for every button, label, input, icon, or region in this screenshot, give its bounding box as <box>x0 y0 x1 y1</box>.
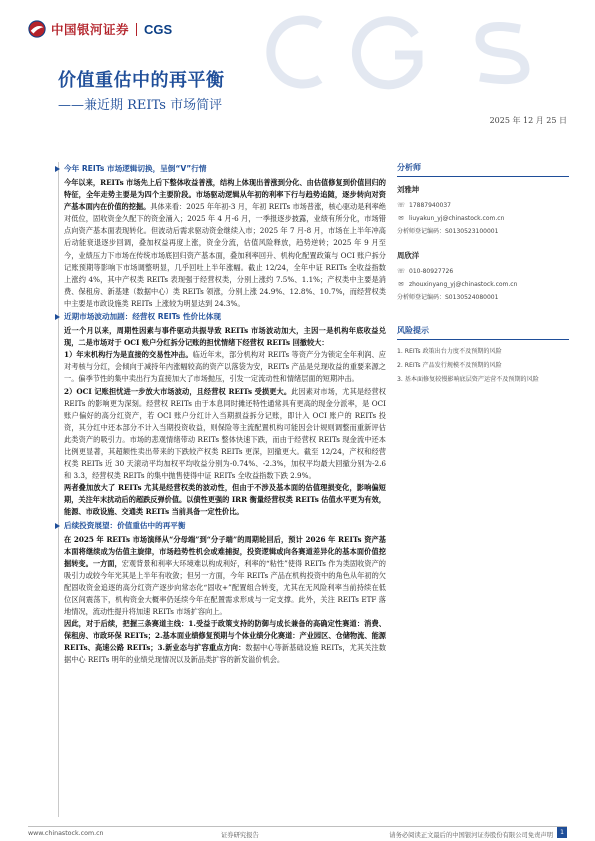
report-subtitle: ——兼近期 REITs 市场简评 <box>58 98 223 113</box>
triangle-bullet-icon <box>55 523 60 529</box>
risk-item: 2. REITs 产品发行规模不及预期的风险 <box>397 362 502 369</box>
mail-icon: ✉ <box>398 280 404 288</box>
analyst-card <box>397 184 569 238</box>
report-date: 2025 年 12 月 25 日 <box>489 116 567 125</box>
analyst-reg: 分析师登记编码：S0130523100001 <box>397 228 499 235</box>
key-point: 两者叠加放大了 REITs 尤其是经营权类的波动性，但由于不涉及基本面的估值理损变化，影响偏短期，关注年末扰动后的超跌反弹价值。以债性更强的 IRR 衡量经营权类 REITs 估值水平更为有效，能源、市政设施、交通类 REITs 当前具备一定性价比。 <box>64 483 386 517</box>
paragraph <box>64 482 386 518</box>
paragraph: 1）年末机构行为是直接的交易性冲击。临近年末，部分机构对 REITs 等资产分为锁定全年利润、应对考核与分红，会倾向于减持年内涨幅较高的资产以落袋为安，REITs 产品是兑现收益的重要来源之一。偏季节性的集中卖出行为直接加大了市场抛压，引发一定流动性和情绪层面的短期冲击。 <box>64 350 386 384</box>
left-rule <box>58 162 59 817</box>
brand-logo <box>28 20 172 38</box>
page-number: 1 <box>557 827 567 838</box>
key-point: 1）年末机构行为是直接的交易性冲击。 <box>64 350 193 360</box>
paragraph: 今年以来，REITs 市场先上后下整体收益普涨，结构上体现出普涨到分化、由估值修复到价值回归的特征，全年走势主要是为四个主要阶段。市场驱动逻辑从年初的利率下行与趋势追随，逐步转向对资产基本面内在价值的挖掘。具体来看：2025 年年初-3 月，年初 REITs 市场普涨，核心驱动是利率绝对低位，固收资金久配下的资金涌入；2025 年 4 月-6 月，一季报逐步披露，业绩有所分化，市场错点向资产基本面表现转化。但波动后需求驱动资金继续入市；2025 年 7 月-8 月，市场在上半年冲高后动能衰退逐步回调，叠加权益再度上涨，资金分流，估值风险释放，趋势逆转；2025 年 9 月至今，业绩压力下市场在传统市场底回归资产基本面，叠加利率回升、机构化配置政策与 OCI 账户拆分记账预期等影响下市场调整明显，几乎回吐上半年涨幅。截止 12/24，全年中证 REITs 全收益指数上涨约 4%，其中产权类 REITs 表现强于经营权类，分别上涨约 7.5%、1.1%；产权类中主要是消费、保租房、新基建（数据中心）类 REITs 领涨，分别上涨 24.9%、12.8%、10.7%，而经营权类中主要是市政设施类 REITs 上涨较为明显达到 24.3%。 <box>64 178 386 308</box>
main-body <box>64 162 386 667</box>
report-title: 价值重估中的再平衡 <box>58 70 225 91</box>
cgs-logo-icon <box>28 20 46 38</box>
section-heading: 后续投资展望：价值重估中的再平衡 <box>64 520 386 532</box>
analyst-email[interactable]: ✉ liuyakun_yj@chinastock.com.cn <box>397 212 569 225</box>
section-heading: 近期市场波动加剧：经营权 REITs 性价比体现 <box>64 311 386 323</box>
brand-name-en: CGS <box>144 21 173 37</box>
key-point: 2）OCI 记账担忧进一步放大市场波动，且经营权 REITs 受损更大。 <box>64 386 292 396</box>
triangle-bullet-icon <box>55 166 60 172</box>
risk-heading: 风险提示 <box>397 325 569 340</box>
sidebar <box>397 162 569 389</box>
analyst-name: 周欣洋 <box>397 251 420 260</box>
brand-name-cn: 中国银河证券 <box>51 22 130 37</box>
section-heading: 今年 REITs 市场逻辑切换，呈倒“V”行情 <box>64 163 386 175</box>
footer-website-link[interactable]: www.chinastock.com.cn <box>28 830 104 837</box>
paragraph: 2）OCI 记账担忧进一步放大市场波动，且经营权 REITs 受损更大。此因素对市场，尤其是经营权 REITs 的影响更为深刻。经营权 REITs 由于本息同时摊还特性通常具有更高的现金分派率，是 OCI 账户偏好的高分红资产，若 OCI 账户分红计入当期损益拆分记账，即计入 OCI 账户的 REITs 投资，其分红中还本部分不计入当期投资收益，则保险等主流配置机构可能因会计规则调整而重新评估此类资产的吸引力。市场的悲观情绪带动 REITs 整体快速下跌，而由于经营权 REITs 现金流中还本比例更显著，其超额性卖出带来的下跌较产权类 REITs 更深，回撤更大。截至 12/24，产权和经营权类 REITs 近 30 天滚动平均加权平均收益分别为-0.74%、-2.3%，加权平均最大回撤分别为-2.6 和 3.3，经营权类 REITs 的集中抛售使得中证 REITs 全收益指数下跌 2.9%。 <box>64 386 386 481</box>
key-point: 在 2025 年 REITs 市场演绎从“分母端”到“分子端”的周期轮回后，预计 2026 年 REITs 资产基本面将继续成为估值主旋律，市场趋势性机会或难捕捉，投资逻辑或向各赛道差异化的基本面价值挖掘转变。一方面， <box>64 534 386 568</box>
analysts-heading: 分析师 <box>397 162 569 177</box>
footer-disclaimer: 请务必阅读正文最后的中国银河证券股份有限公司免责声明 <box>389 832 553 839</box>
analyst-phone: ☏ 17887940037 <box>397 199 569 212</box>
analyst-card <box>397 250 569 304</box>
risk-item: 1. REITs 政策出台力度不及预期的风险 <box>397 348 502 355</box>
analyst-phone: ☏ 010-80927726 <box>397 265 569 278</box>
key-point: 因此，对于后续，把握三条赛道主线：1.受益于政策支持的防御与成长兼备的高确定性赛道：消费、保租房、市政环保 REITs；2.基本面业绩修复预期与个体业绩分化赛道：产业园区、仓储物流、能源 REITs、高速公路 REITs；3.新业态与扩容重点方向： <box>64 619 386 653</box>
paragraph: 在 2025 年 REITs 市场演绎从“分母端”到“分子端”的周期轮回后，预计 2026 年 REITs 资产基本面将继续成为估值主旋律，市场趋势性机会或难捕捉，投资逻辑或向各赛道差异化的基本面价值挖掘转变。一方面，宏观背景和利率大环境难以构成利好，利率的“粘性”使得 REITs 作为类固收资产的吸引力或较今年光其是上半年有收敛；但另一方面，今年 REITs 产品在机构投资中的角色从年初的欠配固收资金追逐的高分红资产逐步向常态化“固收+”配置组合转变，尤其在无风险利率当前持续在低位区间震荡下，机构资金大概率仍延续今年在配置需求形成与一定支撑。此外，关注 REITs ETF 落地情况，流动性提升将加速 REITs 市场扩容向上。 <box>64 534 386 617</box>
analyst-name: 刘雅坤 <box>397 185 420 194</box>
page-footer <box>28 826 567 839</box>
paragraph <box>64 325 386 349</box>
phone-icon: ☏ <box>397 201 406 209</box>
paragraph: 因此，对于后续，把握三条赛道主线：1.受益于政策支持的防御与成长兼备的高确定性赛道：消费、保租房、市政环保 REITs；2.基本面业绩修复预期与个体业绩分化赛道：产业园区、仓储物流、能源 REITs、高速公路 REITs；3.新业态与扩容重点方向：数据中心等新基础设施 REITs，尤其关注数据中心 REITs 明年的业绩兑现情况以及新品类扩容的新发溢价机会。 <box>64 619 387 665</box>
footer-report-type: 证券研究报告 <box>221 832 259 839</box>
key-point: 近一个月以来，周期性因素与事件驱动共振导致 REITs 市场波动加大，主因一是机构年底收益兑现，二是市场对于 OCI 账户分红拆分记账的担忧情绪下经营权 REITs 回撤较大： <box>64 326 386 348</box>
triangle-bullet-icon <box>55 314 60 320</box>
cgs-watermark <box>180 15 595 90</box>
brand-separator <box>136 23 137 36</box>
mail-icon: ✉ <box>398 214 404 222</box>
analyst-email[interactable]: ✉ zhouxinyang_yj@chinastock.com.cn <box>397 278 569 291</box>
phone-icon: ☏ <box>397 267 406 275</box>
key-point: 今年以来，REITs 市场先上后下整体收益普涨，结构上体现出普涨到分化、由估值修复到价值回归的特征，全年走势主要是为四个主要阶段。市场驱动逻辑从年初的利率下行与趋势追随，逐步转向对资产基本面内在价值的挖掘。 <box>64 178 386 212</box>
analyst-reg: 分析师登记编码：S0130524080001 <box>397 294 499 301</box>
risk-section <box>397 325 569 385</box>
risk-item: 3. 基本面修复较慢影响底层资产运营不及预期的风险 <box>397 376 539 383</box>
